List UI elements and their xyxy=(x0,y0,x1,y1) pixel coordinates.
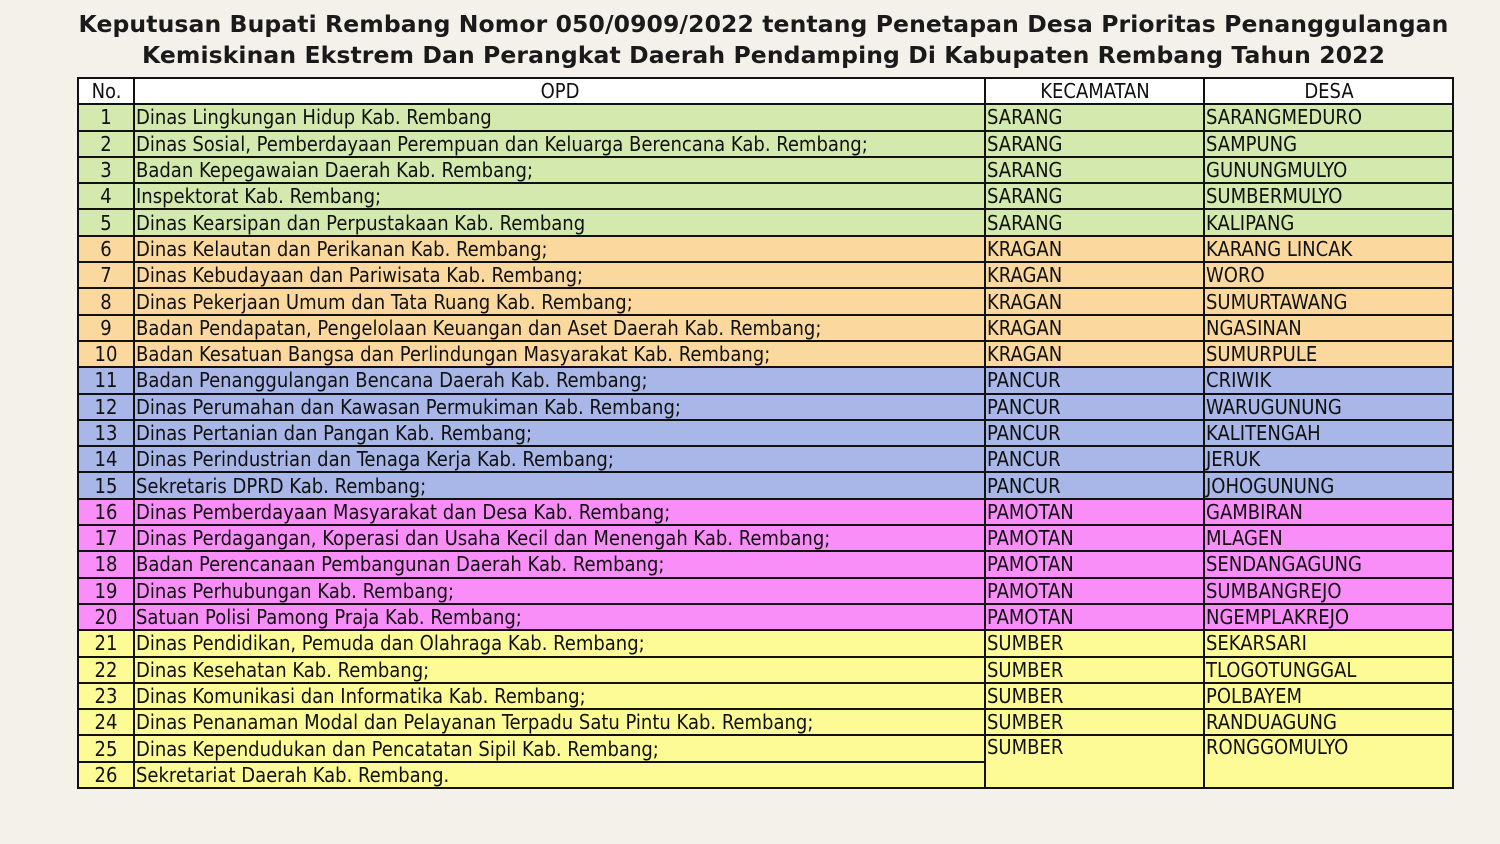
cell-no: 4 xyxy=(78,183,134,209)
cell-no: 17 xyxy=(78,525,134,551)
cell-kecamatan: SUMBER xyxy=(985,657,1204,683)
cell-opd: Sekretaris DPRD Kab. Rembang; xyxy=(134,472,985,498)
cell-opd: Dinas Kependudukan dan Pencatatan Sipil Kab. Rembang; xyxy=(134,735,985,761)
header-no: No. xyxy=(78,78,134,104)
cell-desa: CRIWIK xyxy=(1204,367,1453,393)
cell-opd: Dinas Komunikasi dan Informatika Kab. Rembang; xyxy=(134,683,985,709)
cell-opd: Badan Penanggulangan Bencana Daerah Kab. Rembang; xyxy=(134,367,985,393)
cell-desa: SUMBANGREJO xyxy=(1204,578,1453,604)
table-row xyxy=(78,367,1453,393)
cell-kecamatan: SARANG xyxy=(985,104,1204,130)
table-row xyxy=(78,683,1453,709)
table-row xyxy=(78,394,1453,420)
cell-kecamatan: SUMBER xyxy=(985,735,1204,788)
cell-kecamatan: SARANG xyxy=(985,157,1204,183)
cell-opd: Dinas Kesehatan Kab. Rembang; xyxy=(134,657,985,683)
cell-opd: Badan Kesatuan Bangsa dan Perlindungan Masyarakat Kab. Rembang; xyxy=(134,341,985,367)
table-row xyxy=(78,209,1453,235)
table-row xyxy=(78,157,1453,183)
cell-desa: NGEMPLAKREJO xyxy=(1204,604,1453,630)
cell-opd: Dinas Perindustrian dan Tenaga Kerja Kab. Rembang; xyxy=(134,446,985,472)
table-row xyxy=(78,551,1453,577)
cell-opd: Badan Kepegawaian Daerah Kab. Rembang; xyxy=(134,157,985,183)
cell-kecamatan: KRAGAN xyxy=(985,262,1204,288)
cell-kecamatan: PANCUR xyxy=(985,394,1204,420)
cell-opd: Dinas Pendidikan, Pemuda dan Olahraga Kab. Rembang; xyxy=(134,630,985,656)
cell-desa: WORO xyxy=(1204,262,1453,288)
cell-no: 9 xyxy=(78,315,134,341)
header-kecamatan: KECAMATAN xyxy=(985,78,1204,104)
cell-no: 18 xyxy=(78,551,134,577)
cell-opd: Badan Pendapatan, Pengelolaan Keuangan dan Aset Daerah Kab. Rembang; xyxy=(134,315,985,341)
cell-no: 22 xyxy=(78,657,134,683)
table-row xyxy=(78,657,1453,683)
cell-no: 8 xyxy=(78,288,134,314)
cell-no: 12 xyxy=(78,394,134,420)
cell-desa: POLBAYEM xyxy=(1204,683,1453,709)
cell-kecamatan: PAMOTAN xyxy=(985,604,1204,630)
cell-kecamatan: PAMOTAN xyxy=(985,525,1204,551)
cell-kecamatan: SARANG xyxy=(985,209,1204,235)
cell-opd: Dinas Perdagangan, Koperasi dan Usaha Kecil dan Menengah Kab. Rembang; xyxy=(134,525,985,551)
table-row xyxy=(78,341,1453,367)
table-row xyxy=(78,420,1453,446)
cell-kecamatan: PAMOTAN xyxy=(985,578,1204,604)
cell-opd: Dinas Kebudayaan dan Pariwisata Kab. Rembang; xyxy=(134,262,985,288)
cell-kecamatan: SUMBER xyxy=(985,709,1204,735)
table-header-row xyxy=(78,78,1453,104)
cell-opd: Badan Perencanaan Pembangunan Daerah Kab. Rembang; xyxy=(134,551,985,577)
cell-desa: GAMBIRAN xyxy=(1204,499,1453,525)
cell-opd: Dinas Kelautan dan Perikanan Kab. Rembang; xyxy=(134,236,985,262)
cell-no: 3 xyxy=(78,157,134,183)
cell-opd: Dinas Pekerjaan Umum dan Tata Ruang Kab. Rembang; xyxy=(134,288,985,314)
priority-villages-table xyxy=(77,77,1454,789)
cell-desa: NGASINAN xyxy=(1204,315,1453,341)
cell-kecamatan: KRAGAN xyxy=(985,288,1204,314)
table-body xyxy=(78,104,1453,788)
cell-kecamatan: PANCUR xyxy=(985,367,1204,393)
cell-desa: MLAGEN xyxy=(1204,525,1453,551)
cell-desa: TLOGOTUNGGAL xyxy=(1204,657,1453,683)
title-line-1: Keputusan Bupati Rembang Nomor 050/0909/2022 tentang Penetapan Desa Prioritas Penanggulangan xyxy=(78,10,1449,38)
cell-no: 21 xyxy=(78,630,134,656)
cell-no: 14 xyxy=(78,446,134,472)
cell-opd: Dinas Kearsipan dan Perpustakaan Kab. Rembang xyxy=(134,209,985,235)
cell-no: 20 xyxy=(78,604,134,630)
table-row xyxy=(78,288,1453,314)
table-row xyxy=(78,472,1453,498)
table-row xyxy=(78,525,1453,551)
cell-opd: Dinas Sosial, Pemberdayaan Perempuan dan Keluarga Berencana Kab. Rembang; xyxy=(134,131,985,157)
cell-desa: RONGGOMULYO xyxy=(1204,735,1453,788)
cell-no: 24 xyxy=(78,709,134,735)
table-row xyxy=(78,709,1453,735)
cell-desa: JOHOGUNUNG xyxy=(1204,472,1453,498)
cell-desa: JERUK xyxy=(1204,446,1453,472)
cell-no: 23 xyxy=(78,683,134,709)
cell-kecamatan: PANCUR xyxy=(985,420,1204,446)
table-row xyxy=(78,131,1453,157)
cell-no: 1 xyxy=(78,104,134,130)
page-title xyxy=(0,9,1500,71)
cell-desa: WARUGUNUNG xyxy=(1204,394,1453,420)
cell-no: 11 xyxy=(78,367,134,393)
cell-opd: Dinas Perumahan dan Kawasan Permukiman Kab. Rembang; xyxy=(134,394,985,420)
cell-desa: SUMBERMULYO xyxy=(1204,183,1453,209)
cell-desa: SENDANGAGUNG xyxy=(1204,551,1453,577)
table-row xyxy=(78,236,1453,262)
cell-no: 7 xyxy=(78,262,134,288)
table-row xyxy=(78,262,1453,288)
cell-desa: KALIPANG xyxy=(1204,209,1453,235)
cell-kecamatan: PANCUR xyxy=(985,472,1204,498)
cell-no: 19 xyxy=(78,578,134,604)
cell-kecamatan: KRAGAN xyxy=(985,315,1204,341)
cell-opd: Satuan Polisi Pamong Praja Kab. Rembang; xyxy=(134,604,985,630)
table-row xyxy=(78,604,1453,630)
cell-no: 25 xyxy=(78,735,134,761)
table-row xyxy=(78,735,1453,761)
cell-opd: Dinas Perhubungan Kab. Rembang; xyxy=(134,578,985,604)
table-row xyxy=(78,446,1453,472)
cell-opd: Dinas Lingkungan Hidup Kab. Rembang xyxy=(134,104,985,130)
cell-kecamatan: SARANG xyxy=(985,183,1204,209)
cell-desa: SUMURTAWANG xyxy=(1204,288,1453,314)
header-desa: DESA xyxy=(1204,78,1453,104)
cell-no: 10 xyxy=(78,341,134,367)
cell-desa: SARANGMEDURO xyxy=(1204,104,1453,130)
cell-kecamatan: PAMOTAN xyxy=(985,551,1204,577)
cell-opd: Dinas Pertanian dan Pangan Kab. Rembang; xyxy=(134,420,985,446)
header-opd: OPD xyxy=(134,78,985,104)
cell-no: 5 xyxy=(78,209,134,235)
cell-no: 6 xyxy=(78,236,134,262)
cell-kecamatan: KRAGAN xyxy=(985,341,1204,367)
cell-opd: Dinas Penanaman Modal dan Pelayanan Terpadu Satu Pintu Kab. Rembang; xyxy=(134,709,985,735)
cell-desa: GUNUNGMULYO xyxy=(1204,157,1453,183)
cell-desa: KARANG LINCAK xyxy=(1204,236,1453,262)
cell-desa: RANDUAGUNG xyxy=(1204,709,1453,735)
cell-no: 15 xyxy=(78,472,134,498)
title-line-2: Kemiskinan Ekstrem Dan Perangkat Daerah Pendamping Di Kabupaten Rembang Tahun 2022 xyxy=(141,41,1386,69)
table-row xyxy=(78,183,1453,209)
table-row xyxy=(78,104,1453,130)
cell-kecamatan: SUMBER xyxy=(985,630,1204,656)
cell-no: 13 xyxy=(78,420,134,446)
cell-desa: SEKARSARI xyxy=(1204,630,1453,656)
table-row xyxy=(78,499,1453,525)
cell-opd: Dinas Pemberdayaan Masyarakat dan Desa Kab. Rembang; xyxy=(134,499,985,525)
cell-desa: SUMURPULE xyxy=(1204,341,1453,367)
cell-kecamatan: PAMOTAN xyxy=(985,499,1204,525)
cell-kecamatan: SUMBER xyxy=(985,683,1204,709)
table-row xyxy=(78,578,1453,604)
cell-no: 26 xyxy=(78,762,134,788)
cell-no: 2 xyxy=(78,131,134,157)
cell-opd: Sekretariat Daerah Kab. Rembang. xyxy=(134,762,985,788)
table-row xyxy=(78,315,1453,341)
cell-kecamatan: PANCUR xyxy=(985,446,1204,472)
cell-desa: SAMPUNG xyxy=(1204,131,1453,157)
cell-kecamatan: SARANG xyxy=(985,131,1204,157)
table-row xyxy=(78,630,1453,656)
cell-no: 16 xyxy=(78,499,134,525)
cell-opd: Inspektorat Kab. Rembang; xyxy=(134,183,985,209)
cell-kecamatan: KRAGAN xyxy=(985,236,1204,262)
cell-desa: KALITENGAH xyxy=(1204,420,1453,446)
